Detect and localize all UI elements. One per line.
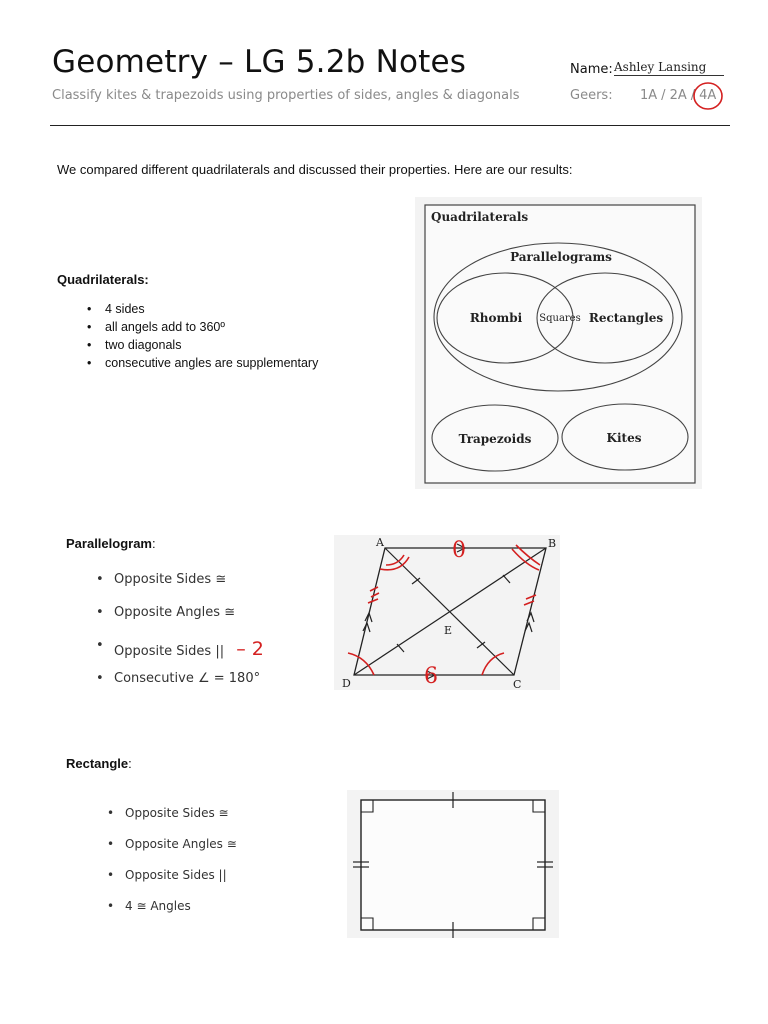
handwritten-mark-top: 0	[452, 538, 466, 563]
list-item: • Opposite Angles ≅	[103, 837, 237, 868]
quadrilaterals-heading: Quadrilaterals:	[57, 272, 149, 287]
parallelograms-label: Parallelograms	[510, 250, 612, 264]
list-item: • two diagonals	[83, 336, 318, 354]
parallelogram-heading-colon: :	[152, 536, 156, 551]
header-divider	[50, 125, 730, 126]
list-item: • 4 ≅ Angles	[103, 899, 237, 930]
quadrilaterals-properties-list	[83, 300, 318, 372]
handwritten-angle-marks	[348, 545, 540, 675]
list-item: • Consecutive ∠ = 180°	[92, 671, 264, 704]
list-item: • Opposite Angles ≅	[92, 605, 264, 638]
intro-text: We compared different quadrilaterals and discussed their properties. Here are our results:	[57, 162, 573, 177]
vertex-d-label: D	[342, 677, 351, 690]
trapezoids-label: Trapezoids	[458, 432, 532, 446]
list-item	[92, 638, 264, 671]
rectangle-shape	[361, 800, 545, 930]
list-item: • 4 sides	[83, 300, 318, 318]
geers-option-2a: 2A	[669, 88, 687, 103]
name-label: Name:	[570, 62, 613, 77]
center-e-label: E	[444, 624, 453, 637]
rectangle-properties-list	[103, 806, 237, 930]
rectangle-diagram	[347, 790, 559, 938]
page-subtitle: Classify kites & trapezoids using properties of sides, angles & diagonals	[52, 88, 520, 103]
diagonal-tick	[397, 644, 404, 652]
rectangle-heading	[66, 756, 132, 771]
vertex-a-label: A	[376, 536, 384, 549]
diagonal-tick	[503, 575, 510, 583]
list-item: • Opposite Sides ≅	[103, 806, 237, 837]
list-item: • all angels add to 360º	[83, 318, 318, 336]
page-title: Geometry – LG 5.2b Notes	[52, 44, 467, 80]
name-field: Ashley Lansing	[614, 60, 724, 76]
list-item: • consecutive angles are supplementary	[83, 354, 318, 372]
quadrilaterals-venn-diagram	[415, 197, 702, 489]
list-item-text: Opposite Sides ||	[114, 644, 225, 659]
quadrilaterals-diagram-title: Quadrilaterals	[431, 210, 529, 224]
parallel-arrow-left-2	[363, 623, 370, 632]
geers-option-4a: 4A	[699, 88, 717, 103]
vertex-c-label: C	[513, 678, 522, 690]
geers-label: Geers:	[570, 88, 613, 103]
parallelogram-heading	[66, 536, 156, 551]
geers-option-1a: 1A	[640, 88, 658, 103]
handwritten-mark-bottom: 6	[424, 664, 438, 689]
list-item: • Opposite Sides ||	[103, 868, 237, 899]
parallelogram-properties-list	[92, 572, 264, 704]
squares-label: Squares	[539, 313, 581, 324]
diagonal-bd	[354, 548, 546, 675]
handwritten-annotation: – 2	[236, 638, 264, 660]
rectangle-heading-colon: :	[128, 756, 132, 771]
parallelogram-heading-text: Parallelogram	[66, 536, 152, 551]
list-item: • Opposite Sides ≅	[92, 572, 264, 605]
vertex-b-label: B	[548, 537, 557, 550]
rectangle-heading-text: Rectangle	[66, 756, 129, 771]
geers-separator: /	[661, 88, 666, 103]
geers-separator: /	[690, 88, 696, 103]
rhombi-label: Rhombi	[469, 311, 523, 325]
kites-label: Kites	[606, 431, 642, 445]
rectangles-label: Rectangles	[588, 311, 664, 325]
parallelogram-diagram	[334, 535, 560, 690]
geers-selected-circle	[690, 80, 726, 112]
